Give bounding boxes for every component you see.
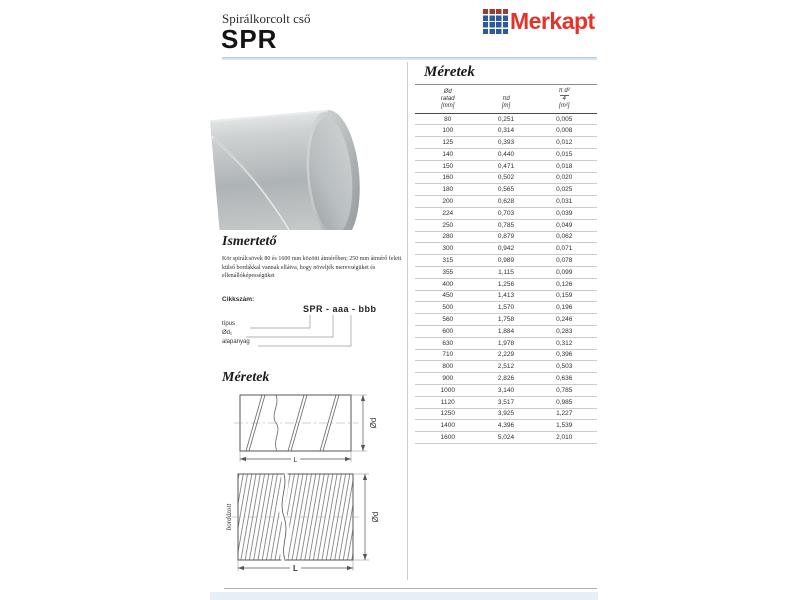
table-cell: 560 xyxy=(442,316,454,324)
cikkszam-code: SPR - aaa - bbb xyxy=(303,304,377,314)
duct-drawing-plain xyxy=(222,388,382,468)
drawing2-diameter-label: Ød xyxy=(371,511,380,523)
table-cell: 0,636 xyxy=(556,375,573,383)
table-cell: 160 xyxy=(442,174,454,182)
table-cell: 600 xyxy=(442,327,454,335)
table-cell: 300 xyxy=(442,245,454,253)
drawing2-bordazott-label: bordázott xyxy=(225,503,233,531)
table-cell: 0,126 xyxy=(556,280,573,288)
doc-subtitle: Spirálkorcolt cső xyxy=(222,11,311,26)
table-cell: 0,099 xyxy=(556,268,573,276)
table-row xyxy=(415,302,597,314)
table-row xyxy=(415,196,597,208)
table-cell: 0,062 xyxy=(556,233,573,241)
cikkszam-label: Cikkszám: xyxy=(222,296,255,303)
table-row xyxy=(415,267,597,279)
table-cell: 200 xyxy=(442,198,454,206)
table-cell: 3,517 xyxy=(497,398,515,406)
table-cell: 0,196 xyxy=(556,304,573,312)
table-row xyxy=(415,326,597,338)
table-cell: 0,785 xyxy=(497,221,515,229)
drawings-heading: Méretek xyxy=(222,370,270,385)
table-cell: 450 xyxy=(442,292,454,300)
table-cell: 315 xyxy=(442,257,454,265)
table-row xyxy=(415,373,597,385)
table-cell: 0,314 xyxy=(497,127,515,135)
column-header-area xyxy=(531,88,597,111)
header-line: πd xyxy=(502,96,510,103)
table-row xyxy=(415,420,597,432)
header-divider xyxy=(222,57,597,60)
table-header xyxy=(415,84,597,114)
legend-material: alapanyag xyxy=(222,339,250,345)
table-row xyxy=(415,184,597,196)
table-row xyxy=(415,361,597,373)
table-cell: 280 xyxy=(442,233,454,241)
table-row xyxy=(415,291,597,303)
table-row xyxy=(415,338,597,350)
table-row xyxy=(415,409,597,421)
table-cell: 0,015 xyxy=(556,150,573,158)
table-cell: 0,246 xyxy=(556,316,573,324)
table-cell: 0,005 xyxy=(556,115,573,123)
table-cell: 0,078 xyxy=(556,257,573,265)
footer-band xyxy=(210,592,598,600)
table-cell: 400 xyxy=(442,280,454,288)
brand-logo xyxy=(483,8,595,35)
table-cell: 4,396 xyxy=(497,422,515,430)
table-cell: 0,049 xyxy=(556,221,573,229)
table-cell: 1,115 xyxy=(498,268,514,276)
table-row xyxy=(415,137,597,149)
drawing2-length-label: L xyxy=(293,564,298,573)
table-cell: 0,503 xyxy=(556,363,573,371)
table-cell: 0,471 xyxy=(497,162,515,170)
brand-logo-text: Merkapt xyxy=(510,8,595,34)
table-cell: 0,785 xyxy=(556,386,573,394)
table-cell: 3,925 xyxy=(497,410,515,418)
table-row xyxy=(415,350,597,362)
table-cell: 125 xyxy=(442,139,454,147)
table-cell: 0,012 xyxy=(556,139,573,147)
table-cell: 0,071 xyxy=(556,245,573,253)
table-cell: 1,256 xyxy=(497,280,515,288)
doc-title: SPR xyxy=(221,24,278,54)
table-cell: 0,159 xyxy=(556,292,573,300)
table-cell: 0,283 xyxy=(556,327,573,335)
table-cell: 900 xyxy=(442,375,454,383)
table-cell: 0,502 xyxy=(497,174,515,182)
table-cell: 1120 xyxy=(440,398,455,406)
product-photo-spiral-duct xyxy=(208,66,398,230)
table-cell: 0,440 xyxy=(497,150,515,158)
table-cell: 0,031 xyxy=(556,198,573,206)
table-cell: 150 xyxy=(442,162,454,170)
brand-logo-grid-icon xyxy=(483,9,508,34)
header-line: [mm] xyxy=(441,103,455,110)
table-cell: 0,393 xyxy=(497,139,515,147)
header-line: π d² xyxy=(558,88,570,94)
table-cell: 0,312 xyxy=(556,339,573,347)
table-cell: 1400 xyxy=(440,422,455,430)
table-cell: 0,025 xyxy=(556,186,573,194)
table-cell: 80 xyxy=(444,115,452,123)
header-line-denominator: 4 xyxy=(560,95,569,103)
duct-photo-art xyxy=(210,108,367,230)
table-cell: 0,628 xyxy=(497,198,515,206)
table-cell: 0,985 xyxy=(556,398,573,406)
table-cell: 1,539 xyxy=(556,422,573,430)
table-row xyxy=(415,243,597,255)
table-cell: 1,884 xyxy=(497,327,515,335)
footer-rule xyxy=(224,588,597,589)
column-header-diameter xyxy=(415,88,481,111)
table-row xyxy=(415,208,597,220)
ismerteto-heading: Ismertető xyxy=(222,234,277,249)
table-cell: 3,140 xyxy=(497,386,515,394)
ismerteto-text: Kör spirálcsövek 80 és 1600 mm közötti átmérőben; 250 mm átmérő felett külső bordákkal vannak ellátva, hogy növeljék merevségüket és ellenállóképességüket xyxy=(222,256,402,279)
header-line: ratad xyxy=(440,96,455,103)
table-cell: 1,570 xyxy=(497,304,515,312)
table-cell: 630 xyxy=(442,339,454,347)
header-line: Ød xyxy=(443,89,452,95)
table-cell: 0,565 xyxy=(497,186,515,194)
table-cell: 2,010 xyxy=(556,434,573,442)
table-cell: 250 xyxy=(442,221,454,229)
table-cell: 1,227 xyxy=(556,410,573,418)
table-cell: 0,020 xyxy=(556,174,573,182)
table-row xyxy=(415,125,597,137)
table-cell: 5,024 xyxy=(497,434,515,442)
drawing1-length-label: L xyxy=(293,457,298,464)
table-row xyxy=(415,279,597,291)
table-row xyxy=(415,397,597,409)
table-cell: 2,229 xyxy=(497,351,515,359)
table-cell: 0,879 xyxy=(497,233,515,241)
table-cell: 355 xyxy=(442,268,454,276)
table-cell: 100 xyxy=(442,127,454,135)
table-cell: 0,396 xyxy=(556,351,573,359)
table-cell: 1000 xyxy=(440,386,455,394)
table-cell: 0,703 xyxy=(497,209,515,217)
table-cell: 1250 xyxy=(440,410,455,418)
table-row xyxy=(415,149,597,161)
table-cell: 0,008 xyxy=(556,127,573,135)
column-divider xyxy=(407,62,408,580)
table-cell: 0,989 xyxy=(497,257,515,265)
table-body xyxy=(415,114,597,444)
table-row xyxy=(415,220,597,232)
table-cell: 1,758 xyxy=(497,316,515,324)
table-cell: 0,942 xyxy=(497,245,515,253)
table-cell: 710 xyxy=(442,351,454,359)
table-row xyxy=(415,432,597,444)
table-cell: 0,018 xyxy=(556,162,573,170)
table-cell: 1600 xyxy=(440,434,455,442)
table-cell: 224 xyxy=(442,209,454,217)
header-line: [m²] xyxy=(559,103,570,110)
table-cell: 2,826 xyxy=(497,375,515,383)
table-heading: Méretek xyxy=(424,64,475,80)
table-cell: 140 xyxy=(442,150,454,158)
table-cell: 0,251 xyxy=(497,115,515,123)
duct-drawing-ribbed xyxy=(222,468,382,576)
header-line: [m] xyxy=(501,103,511,110)
table-cell: 1,413 xyxy=(497,292,515,300)
legend-diameter: Ød₁ xyxy=(222,330,233,336)
table-row xyxy=(415,161,597,173)
table-cell: 2,512 xyxy=(497,363,515,371)
table-row xyxy=(415,114,597,126)
table-row xyxy=(415,173,597,185)
table-row xyxy=(415,255,597,267)
legend-tipus: típus xyxy=(222,321,236,327)
drawing1-diameter-label: Ød xyxy=(369,417,378,429)
column-header-circumference xyxy=(481,88,532,111)
table-row xyxy=(415,232,597,244)
table-cell: 180 xyxy=(442,186,454,194)
size-table xyxy=(415,84,597,444)
table-cell: 0,039 xyxy=(556,209,573,217)
table-cell: 500 xyxy=(442,304,454,312)
table-row xyxy=(415,385,597,397)
table-cell: 800 xyxy=(442,363,454,371)
table-cell: 1,978 xyxy=(497,339,515,347)
table-row xyxy=(415,314,597,326)
